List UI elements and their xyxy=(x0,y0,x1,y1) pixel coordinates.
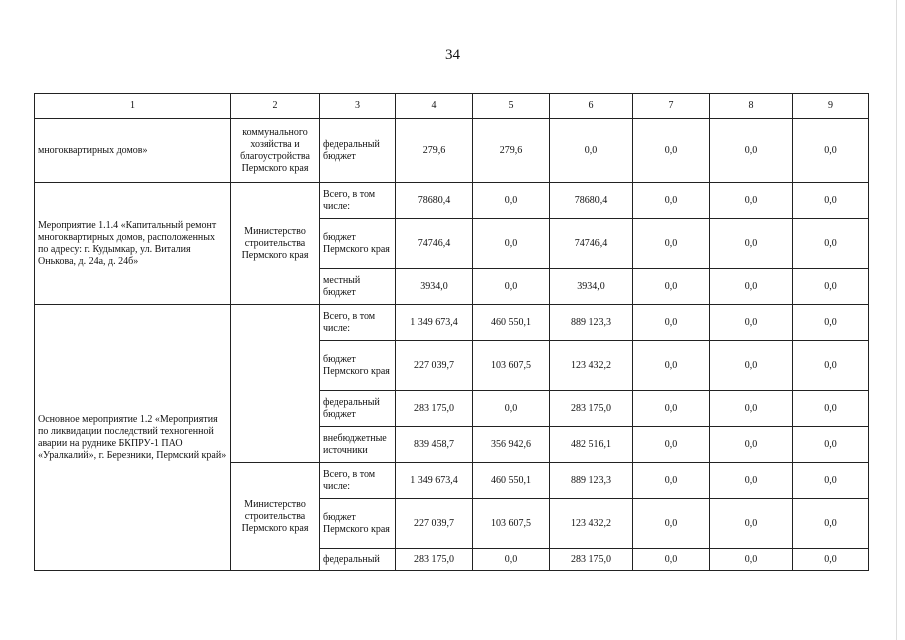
header-cell: 3 xyxy=(320,94,396,119)
value-cell: 0,0 xyxy=(633,499,710,549)
value-cell: 227 039,7 xyxy=(396,341,473,391)
header-cell: 2 xyxy=(231,94,320,119)
header-cell: 9 xyxy=(793,94,869,119)
value-cell: 839 458,7 xyxy=(396,427,473,463)
funding-source-cell: бюджет Пермского края xyxy=(320,499,396,549)
executor-cell: Министерство строительства Пермского края xyxy=(231,183,320,305)
value-cell: 460 550,1 xyxy=(473,305,550,341)
value-cell: 3934,0 xyxy=(550,269,633,305)
value-cell: 889 123,3 xyxy=(550,305,633,341)
value-cell: 283 175,0 xyxy=(396,549,473,571)
value-cell: 0,0 xyxy=(710,119,793,183)
table-row xyxy=(35,183,869,219)
value-cell: 0,0 xyxy=(710,499,793,549)
value-cell: 0,0 xyxy=(633,119,710,183)
value-cell: 0,0 xyxy=(710,219,793,269)
value-cell: 3934,0 xyxy=(396,269,473,305)
activity-name-cell: Мероприятие 1.1.4 «Капитальный ремонт многоквартирных домов, расположенных по адресу: г. Кудымкар, ул. Виталия Онькова, д. 24а, д. 24б» xyxy=(35,183,231,305)
funding-source-cell: бюджет Пермского края xyxy=(320,219,396,269)
value-cell: 0,0 xyxy=(793,219,869,269)
funding-source-cell: федеральный бюджет xyxy=(320,119,396,183)
value-cell: 0,0 xyxy=(633,305,710,341)
header-cell: 1 xyxy=(35,94,231,119)
funding-source-cell: Всего, в том числе: xyxy=(320,305,396,341)
scan-edge-line xyxy=(896,0,897,640)
value-cell: 283 175,0 xyxy=(550,549,633,571)
value-cell: 0,0 xyxy=(473,219,550,269)
value-cell: 283 175,0 xyxy=(550,391,633,427)
value-cell: 78680,4 xyxy=(550,183,633,219)
value-cell: 279,6 xyxy=(473,119,550,183)
value-cell: 356 942,6 xyxy=(473,427,550,463)
value-cell: 283 175,0 xyxy=(396,391,473,427)
value-cell: 279,6 xyxy=(396,119,473,183)
value-cell: 74746,4 xyxy=(396,219,473,269)
value-cell: 0,0 xyxy=(633,219,710,269)
funding-source-cell: Всего, в том числе: xyxy=(320,183,396,219)
header-cell: 4 xyxy=(396,94,473,119)
header-cell: 8 xyxy=(710,94,793,119)
value-cell: 0,0 xyxy=(710,391,793,427)
value-cell: 0,0 xyxy=(710,183,793,219)
activity-name-cell: Основное мероприятие 1.2 «Мероприятия по ликвидации последствий техногенной аварии на руднике БКПРУ-1 ПАО «Уралкалий», г. Березники, Пермский край» xyxy=(35,305,231,571)
funding-source-cell: местный бюджет xyxy=(320,269,396,305)
funding-source-cell: внебюджетные источники xyxy=(320,427,396,463)
value-cell: 0,0 xyxy=(633,183,710,219)
value-cell: 0,0 xyxy=(793,269,869,305)
value-cell: 1 349 673,4 xyxy=(396,463,473,499)
value-cell: 78680,4 xyxy=(396,183,473,219)
header-cell: 5 xyxy=(473,94,550,119)
activity-name-cell: многоквартирных домов» xyxy=(35,119,231,183)
page-number: 34 xyxy=(445,47,460,63)
value-cell: 103 607,5 xyxy=(473,499,550,549)
value-cell: 0,0 xyxy=(473,183,550,219)
value-cell: 0,0 xyxy=(793,183,869,219)
value-cell: 0,0 xyxy=(633,391,710,427)
value-cell: 0,0 xyxy=(473,549,550,571)
value-cell: 0,0 xyxy=(633,427,710,463)
table-row xyxy=(35,119,869,183)
value-cell: 889 123,3 xyxy=(550,463,633,499)
value-cell: 0,0 xyxy=(793,549,869,571)
header-row xyxy=(35,94,869,119)
value-cell: 460 550,1 xyxy=(473,463,550,499)
value-cell: 0,0 xyxy=(793,119,869,183)
value-cell: 0,0 xyxy=(710,341,793,391)
value-cell: 0,0 xyxy=(793,341,869,391)
value-cell: 103 607,5 xyxy=(473,341,550,391)
value-cell: 0,0 xyxy=(550,119,633,183)
budget-table xyxy=(34,93,869,571)
executor-cell: коммунального хозяйства и благоустройства Пермского края xyxy=(231,119,320,183)
funding-source-cell: федеральный xyxy=(320,549,396,571)
value-cell: 0,0 xyxy=(710,549,793,571)
value-cell: 227 039,7 xyxy=(396,499,473,549)
value-cell: 0,0 xyxy=(473,391,550,427)
executor-cell: Министерство строительства Пермского края xyxy=(231,463,320,571)
value-cell: 0,0 xyxy=(793,427,869,463)
value-cell: 482 516,1 xyxy=(550,427,633,463)
value-cell: 0,0 xyxy=(710,269,793,305)
funding-source-cell: бюджет Пермского края xyxy=(320,341,396,391)
value-cell: 0,0 xyxy=(473,269,550,305)
value-cell: 0,0 xyxy=(793,499,869,549)
value-cell: 74746,4 xyxy=(550,219,633,269)
funding-source-cell: Всего, в том числе: xyxy=(320,463,396,499)
table-row xyxy=(35,305,869,341)
value-cell: 0,0 xyxy=(710,305,793,341)
value-cell: 0,0 xyxy=(793,391,869,427)
value-cell: 1 349 673,4 xyxy=(396,305,473,341)
executor-cell xyxy=(231,305,320,463)
header-cell: 7 xyxy=(633,94,710,119)
value-cell: 0,0 xyxy=(633,269,710,305)
value-cell: 123 432,2 xyxy=(550,341,633,391)
value-cell: 0,0 xyxy=(633,341,710,391)
funding-source-cell: федеральный бюджет xyxy=(320,391,396,427)
value-cell: 0,0 xyxy=(710,427,793,463)
value-cell: 0,0 xyxy=(710,463,793,499)
value-cell: 123 432,2 xyxy=(550,499,633,549)
value-cell: 0,0 xyxy=(793,305,869,341)
value-cell: 0,0 xyxy=(793,463,869,499)
value-cell: 0,0 xyxy=(633,463,710,499)
value-cell: 0,0 xyxy=(633,549,710,571)
header-cell: 6 xyxy=(550,94,633,119)
